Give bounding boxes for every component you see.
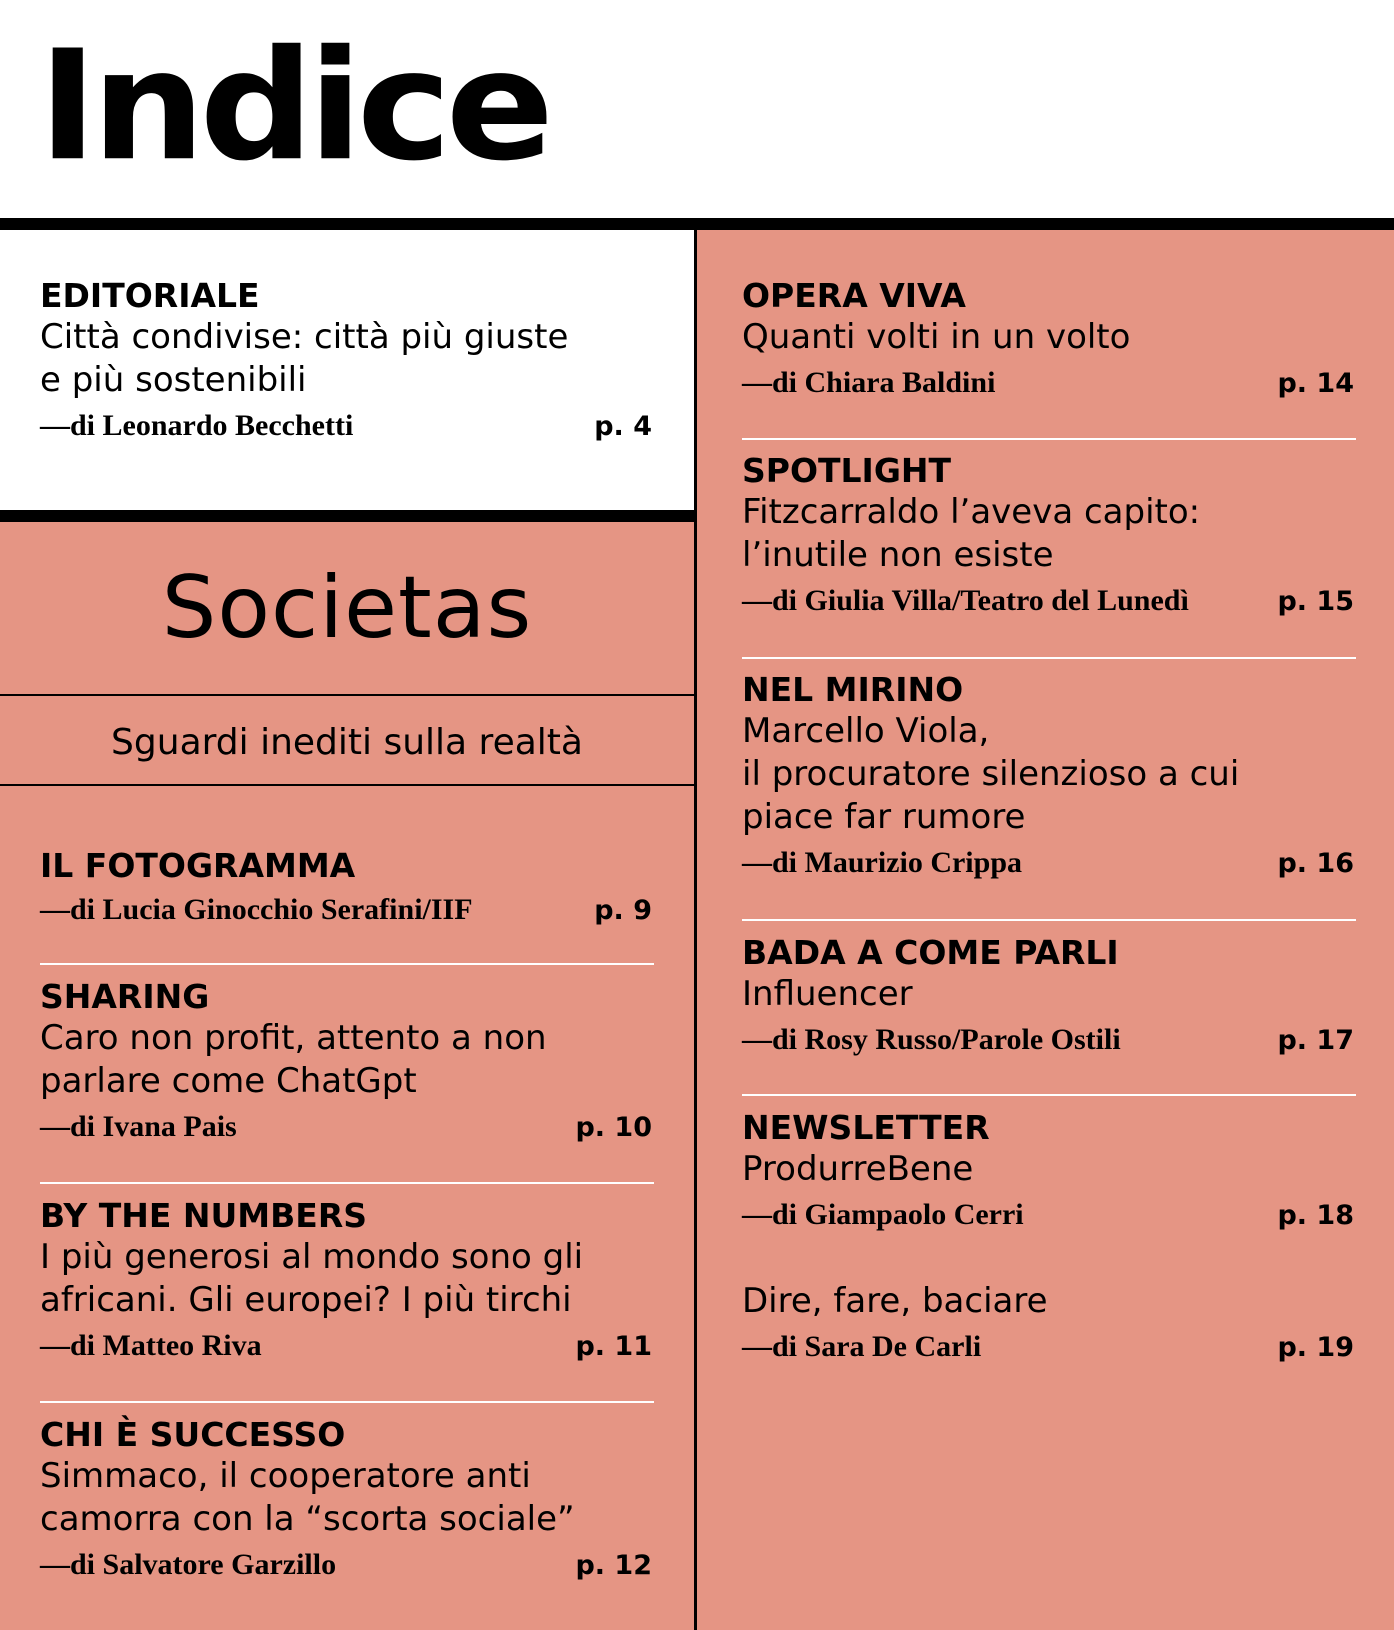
entry-headline: africani. Gli europei? I più tirchi	[40, 1280, 572, 1320]
entry-label: OPERA VIVA	[742, 276, 966, 315]
section-rule	[0, 784, 694, 786]
entry-headline: Città condivise: città più giuste	[40, 317, 569, 357]
entry-headline: camorra con la “scorta sociale”	[40, 1499, 575, 1539]
toc-entry[interactable]	[40, 1415, 652, 1586]
entry-headline: Dire, fare, baciare	[742, 1281, 1048, 1321]
toc-entry[interactable]	[742, 1280, 1354, 1368]
column-divider	[694, 218, 697, 1630]
entry-headline: parlare come ChatGpt	[40, 1061, 417, 1101]
page-title: Indice	[38, 16, 549, 195]
entry-separator	[40, 1182, 654, 1184]
top-rule	[0, 218, 1394, 230]
toc-entry[interactable]	[40, 977, 652, 1148]
entry-headline: I più generosi al mondo sono gli	[40, 1237, 584, 1277]
toc-entry[interactable]	[742, 1108, 1354, 1236]
right-column-panel	[697, 230, 1394, 1630]
entry-headline: e più sostenibili	[40, 360, 307, 400]
entry-page-number[interactable]: p. 15	[1277, 586, 1354, 617]
entry-label: CHI È SUCCESSO	[40, 1415, 346, 1454]
entry-page-number[interactable]: p. 16	[1277, 848, 1354, 879]
entry-page-number[interactable]: p. 14	[1277, 368, 1354, 399]
entry-label: EDITORIALE	[40, 276, 260, 315]
entry-headline: piace far rumore	[742, 797, 1026, 837]
toc-entry[interactable]	[742, 933, 1354, 1061]
entry-label: NEWSLETTER	[742, 1108, 990, 1147]
entry-page-number[interactable]: p. 19	[1277, 1332, 1354, 1363]
entry-author: —di Chiara Baldini	[742, 366, 996, 399]
entry-author: —di Maurizio Crippa	[742, 846, 1023, 879]
entry-separator	[742, 919, 1356, 921]
entry-author: —di Giulia Villa/Teatro del Lunedì	[742, 584, 1189, 617]
toc-entry[interactable]	[742, 451, 1354, 622]
entry-page-number[interactable]: p. 9	[594, 895, 652, 926]
entry-label: SPOTLIGHT	[742, 451, 952, 490]
entry-author: —di Ivana Pais	[40, 1110, 237, 1143]
entry-author: —di Salvatore Garzillo	[40, 1548, 337, 1581]
entry-headline: Quanti volti in un volto	[742, 317, 1131, 357]
editorial-rule	[0, 510, 694, 522]
entry-headline: il procuratore silenzioso a cui	[742, 754, 1240, 794]
entry-author: —di Matteo Riva	[40, 1329, 262, 1362]
toc-entry[interactable]	[742, 276, 1354, 404]
entry-separator	[40, 963, 654, 965]
entry-page-number[interactable]: p. 10	[575, 1112, 652, 1143]
entry-label: BADA A COME PARLI	[742, 933, 1119, 972]
toc-entry[interactable]	[40, 846, 652, 931]
entry-author: —di Lucia Ginocchio Serafini/IIF	[40, 893, 473, 926]
entry-page-number[interactable]: p. 4	[594, 411, 652, 442]
entry-separator	[742, 657, 1356, 659]
toc-entry-editoriale[interactable]	[40, 276, 652, 447]
entry-headline: Caro non profit, attento a non	[40, 1018, 547, 1058]
entry-page-number[interactable]: p. 17	[1277, 1025, 1354, 1056]
entry-label: IL FOTOGRAMMA	[40, 846, 356, 885]
entry-author: —di Giampaolo Cerri	[742, 1198, 1024, 1231]
entry-separator	[742, 1094, 1356, 1096]
section-title: Societas	[161, 558, 533, 658]
entry-author: —di Leonardo Becchetti	[40, 409, 354, 442]
entry-headline: Fitzcarraldo l’aveva capito:	[742, 492, 1201, 532]
entry-headline: Marcello Viola,	[742, 711, 990, 751]
entry-label: BY THE NUMBERS	[40, 1196, 368, 1235]
toc-entry[interactable]	[742, 670, 1354, 884]
entry-headline: l’inutile non esiste	[742, 535, 1054, 575]
entry-label: NEL MIRINO	[742, 670, 964, 709]
toc-entry[interactable]	[40, 1196, 652, 1367]
entry-author: —di Rosy Russo/Parole Ostili	[742, 1023, 1121, 1056]
entry-separator	[742, 438, 1356, 440]
entry-author: —di Sara De Carli	[742, 1330, 982, 1363]
entry-headline: Influencer	[742, 974, 913, 1014]
section-rule	[0, 694, 694, 696]
entry-page-number[interactable]: p. 11	[575, 1331, 652, 1362]
entry-page-number[interactable]: p. 12	[575, 1550, 652, 1581]
section-subtitle: Sguardi inediti sulla realtà	[111, 722, 583, 763]
entry-label: SHARING	[40, 977, 210, 1016]
entry-page-number[interactable]: p. 18	[1277, 1200, 1354, 1231]
entry-headline: ProdurreBene	[742, 1149, 974, 1189]
entry-separator	[40, 1401, 654, 1403]
entry-headline: Simmaco, il cooperatore anti	[40, 1456, 531, 1496]
